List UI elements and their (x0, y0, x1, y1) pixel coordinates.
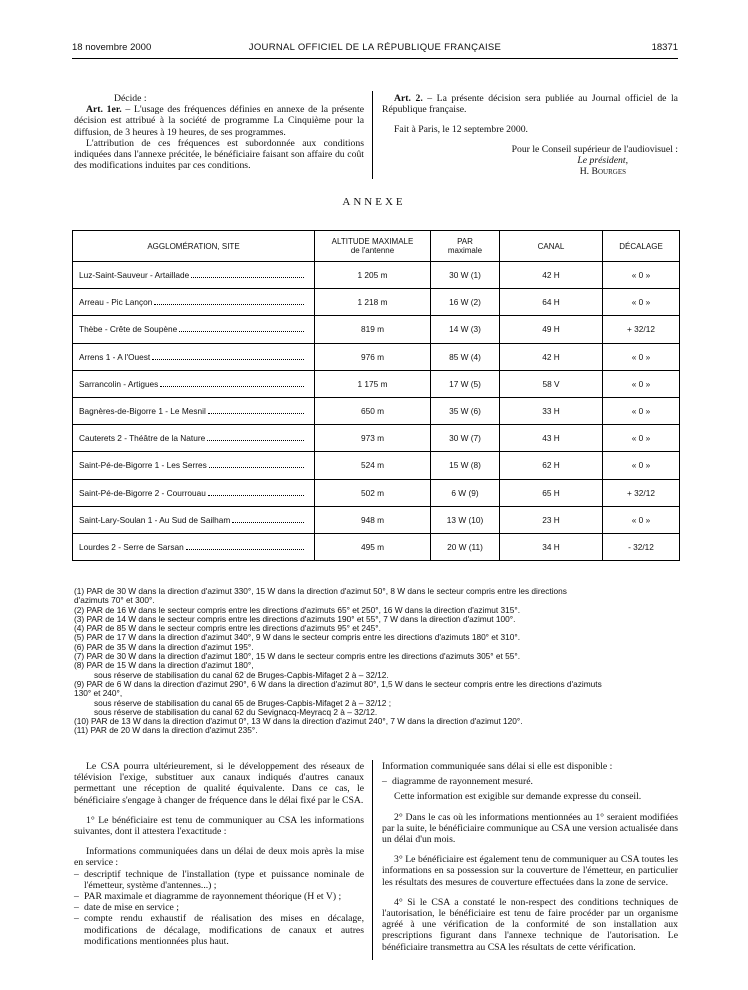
cell-decalage: + 32/12 (603, 479, 680, 506)
cell-site (73, 425, 315, 452)
article-1-paragraph-2: L'attribution de ces fréquences est subordonnée aux conditions indiquées dans l'annexe précitée, le bénéficiaire faisant son affaire du coût des modifications induites par ces conditions. (74, 137, 364, 172)
fait-a-paris: Fait à Paris, le 12 septembre 2000. (394, 124, 528, 136)
cell-altitude: 976 m (315, 343, 431, 370)
cell-canal: 23 H (500, 506, 603, 533)
cell-par: 30 W (7) (431, 425, 500, 452)
cell-site (73, 397, 315, 424)
paragraph-deux-mois: Informations communiquées dans un délai de deux mois après la mise en service : (74, 846, 364, 869)
list-item: – PAR maximale et diagramme de rayonnement théorique (H et V) ; (74, 891, 364, 902)
page-header (72, 42, 678, 56)
conditions-right-column (382, 761, 678, 953)
cell-decalage: « 0 » (603, 343, 680, 370)
cell-site (73, 533, 315, 560)
col-header-par: PAR maximale (431, 231, 500, 262)
cell-site (73, 289, 315, 316)
cell-par: 15 W (8) (431, 452, 500, 479)
cell-decalage: « 0 » (603, 452, 680, 479)
dotted-leader (179, 331, 304, 332)
footnote-line: (9) PAR de 6 W dans la direction d'azimut 290°, 6 W dans la direction d'azimut 80°, 1,5 W dans le secteur compris entre les directions d'azimuts (74, 678, 602, 689)
table-row (73, 316, 680, 343)
list-item: – diagramme de rayonnement mesuré. (382, 776, 678, 787)
decide-line: Décide : (114, 93, 147, 104)
header-date: 18 novembre 2000 (72, 42, 152, 53)
footnote-line: (7) PAR de 30 W dans la direction d'azimut 180°, 15 W dans le secteur compris entre les directions d'azimuts 305° et 55°. (74, 651, 520, 662)
footnote-line: 130° et 240°, (74, 688, 123, 699)
measured-list (382, 776, 678, 787)
cell-site (73, 343, 315, 370)
column-divider-bottom (372, 760, 373, 960)
site-label: Arreau - Pic Lançon (79, 297, 153, 308)
footnote-line: (5) PAR de 17 W dans la direction d'azimut 340°, 9 W dans le secteur compris entre les directions d'azimuts 180° et 310°. (74, 632, 520, 643)
cell-canal: 65 H (500, 479, 603, 506)
paragraph-obligation-1: 1° Le bénéficiaire est tenu de communiquer au CSA les informations suivantes, dont il attestera l'exactitude : (74, 814, 364, 838)
cell-altitude: 650 m (315, 397, 431, 424)
cell-altitude: 1 205 m (315, 262, 431, 289)
site-label: Bagnères-de-Bigorre 1 - Le Mesnil (79, 406, 206, 417)
table-row (73, 506, 680, 533)
cell-par: 30 W (1) (431, 262, 500, 289)
cell-altitude: 502 m (315, 479, 431, 506)
site-label: Luz-Saint-Sauveur - Artaillade (79, 270, 190, 281)
cell-canal: 58 V (500, 370, 603, 397)
dotted-leader (207, 440, 304, 441)
article-2: Art. 2. – La présente décision sera publiée au Journal officiel de la République française. (382, 93, 678, 116)
cell-canal: 64 H (500, 289, 603, 316)
article-1-label: Art. 1er. (86, 104, 122, 116)
article-2-label: Art. 2. (394, 93, 423, 104)
cell-decalage: « 0 » (603, 425, 680, 452)
paragraph-exigible: Cette information est exigible sur demande expresse du conseil. (394, 791, 642, 803)
paragraph-substitution: Le CSA pourra ultérieurement, si le développement des réseaux de télévision l'exige, substituer aux canaux indiqués d'autres canaux permettant une réception de qualité équivalente. Dans ce cas, le bénéficiaire s'engage à changer de fréquence dans le délai fixé par le CSA. (74, 761, 364, 806)
table-row (73, 479, 680, 506)
table-row (73, 289, 680, 316)
table-row (73, 343, 680, 370)
cell-altitude: 819 m (315, 316, 431, 343)
site-label: Saint-Pé-de-Bigorre 1 - Les Serres (79, 460, 207, 471)
dotted-leader (154, 304, 304, 305)
cell-decalage: + 32/12 (603, 316, 680, 343)
table-row (73, 533, 680, 560)
footnote-line: (4) PAR de 85 W dans le secteur compris entre les directions d'azimuts 95° et 245°. (74, 623, 381, 634)
cell-altitude: 1 175 m (315, 370, 431, 397)
dotted-leader (152, 359, 304, 360)
cell-decalage: « 0 » (603, 370, 680, 397)
header-page-number: 18371 (651, 42, 678, 53)
annexe-footnotes (74, 587, 678, 736)
col-header-altitude: ALTITUDE MAXIMALE de l'antenne (315, 231, 431, 262)
paragraph-obligation-4: 4° Si le CSA a constaté le non-respect des conditions techniques de l'autorisation, le bénéficiaire est tenu de faire procéder par un organisme agréé à une vérification de la conformité de son installation aux prescriptions figurant dans l'annexe technique de l'autorisation. Le bénéficiaire transmettra au CSA les résultats de cette vérification. (382, 896, 678, 953)
footnote-line: (2) PAR de 16 W dans le secteur compris entre les directions d'azimuts 65° et 250°, 16 W dans la direction d'azimut 315°. (74, 604, 520, 615)
pour-le-conseil: Pour le Conseil supérieur de l'audiovisuel : (511, 143, 678, 155)
information-list (74, 869, 364, 947)
dotted-leader (160, 386, 304, 387)
dotted-leader (191, 277, 304, 278)
table-header-row (73, 231, 680, 262)
dotted-leader (208, 413, 304, 414)
footnote-line: (1) PAR de 30 W dans la direction d'azimut 330°, 15 W dans la direction d'azimut 50°, 8 W dans le secteur compris entre les directions (74, 586, 567, 596)
dotted-leader (209, 467, 304, 468)
cell-site (73, 262, 315, 289)
cell-par: 6 W (9) (431, 479, 500, 506)
footnote-line: (8) PAR de 15 W dans la direction d'azimut 180°, (74, 660, 254, 671)
cell-par: 85 W (4) (431, 343, 500, 370)
conditions-left-column (74, 761, 364, 947)
table-row (73, 425, 680, 452)
cell-canal: 34 H (500, 533, 603, 560)
cell-canal: 43 H (500, 425, 603, 452)
cell-par: 16 W (2) (431, 289, 500, 316)
cell-site (73, 506, 315, 533)
list-item: – descriptif technique de l'installation (type et puissance nominale de l'émetteur, système d'antennes...) ; (74, 869, 364, 891)
dotted-leader (186, 549, 304, 550)
cell-par: 20 W (11) (431, 533, 500, 560)
cell-canal: 49 H (500, 316, 603, 343)
footnote-line: sous réserve de stabilisation du canal 62 de Bruges-Capbis-Mifaget 2 à – 32/12. (94, 669, 389, 680)
cell-altitude: 524 m (315, 452, 431, 479)
header-rule (72, 58, 678, 59)
signer-name: H. Bourges (579, 166, 626, 178)
cell-altitude: 495 m (315, 533, 431, 560)
site-label: Sarrancolin - Artigues (79, 378, 159, 389)
cell-decalage: « 0 » (603, 397, 680, 424)
annexe-table-body (73, 262, 680, 561)
cell-altitude: 973 m (315, 425, 431, 452)
paragraph-sans-delai: Information communiquée sans délai si elle est disponible : (382, 761, 613, 772)
footnote-line: sous réserve de stabilisation du canal 62 du Sevignacq-Meyracq 2 à – 32/12. (94, 706, 378, 717)
decision-left-column (74, 93, 364, 171)
paragraph-obligation-3: 3° Le bénéficiaire est également tenu de communiquer au CSA toutes les informations en sa possession sur la couverture de l'émetteur, en particulier les résultats des mesures de couverture effectuées dans la zone de service. (382, 854, 678, 888)
cell-decalage: « 0 » (603, 289, 680, 316)
cell-altitude: 1 218 m (315, 289, 431, 316)
cell-site (73, 479, 315, 506)
cell-site (73, 370, 315, 397)
footnote-line: sous réserve de stabilisation du canal 65 de Bruges-Capbis-Mifaget 2 à – 32/12 ; (94, 697, 392, 708)
footnote-line: (10) PAR de 13 W dans la direction d'azimut 0°, 13 W dans la direction d'azimut 240°, 7 W dans la direction d'azimut 120°. (74, 716, 523, 727)
annexe-title: ANNEXE (342, 196, 406, 208)
site-label: Lourdes 2 - Serre de Sarsan (79, 541, 184, 552)
list-item: – date de mise en service ; (74, 902, 364, 913)
cell-altitude: 948 m (315, 506, 431, 533)
site-label: Cauterets 2 - Théâtre de la Nature (79, 433, 206, 444)
footnote-line: (3) PAR de 14 W dans le secteur compris entre les directions d'azimuts 190° et 55°, 7 W dans la direction d'azimut 100°. (74, 613, 516, 624)
article-1: Art. 1er. – L'usage des fréquences définies en annexe de la présente décision est attribué à la société de programme La Cinquième pour la diffusion, de 3 heures à 19 heures, de ses programmes. (74, 104, 364, 138)
decision-right-column (382, 93, 678, 177)
site-label: Thèbe - Crête de Soupène (79, 324, 178, 335)
col-header-decalage: DÉCALAGE (603, 231, 680, 262)
annexe-table (72, 230, 680, 561)
cell-decalage: « 0 » (603, 506, 680, 533)
footnote-line: d'azimuts 70° et 300°. (74, 595, 155, 606)
table-row (73, 452, 680, 479)
dotted-leader (232, 522, 304, 523)
cell-canal: 42 H (500, 262, 603, 289)
cell-decalage: - 32/12 (603, 533, 680, 560)
site-label: Saint-Pé-de-Bigorre 2 - Courrouau (79, 487, 206, 498)
cell-canal: 33 H (500, 397, 603, 424)
column-divider-top (372, 91, 373, 179)
cell-site (73, 452, 315, 479)
cell-par: 14 W (3) (431, 316, 500, 343)
table-row (73, 262, 680, 289)
cell-site (73, 316, 315, 343)
header-journal-title: JOURNAL OFFICIEL DE LA RÉPUBLIQUE FRANÇAISE (248, 42, 502, 53)
cell-canal: 62 H (500, 452, 603, 479)
footnote-line: (6) PAR de 35 W dans la direction d'azimut 195°. (74, 641, 254, 652)
list-item: – compte rendu exhaustif de réalisation des mises en décalage, modifications de décalage, modifications de canaux et autres modifications mentionnées plus haut. (74, 913, 364, 947)
table-row (73, 370, 680, 397)
footnote-line: (11) PAR de 20 W dans la direction d'azimut 235°. (74, 725, 258, 736)
dotted-leader (208, 495, 304, 496)
cell-par: 17 W (5) (431, 370, 500, 397)
col-header-site: AGGLOMÉRATION, SITE (73, 231, 315, 262)
cell-canal: 42 H (500, 343, 603, 370)
site-label: Saint-Lary-Soulan 1 - Au Sud de Sailham (79, 514, 231, 525)
signer-role: Le président, (577, 154, 628, 166)
table-row (73, 397, 680, 424)
col-header-canal: CANAL (500, 231, 603, 262)
paragraph-obligation-2: 2° Dans le cas où les informations mentionnées au 1° seraient modifiées par la suite, le bénéficiaire communique au CSA une version actualisée dans un délai d'un mois. (382, 811, 678, 846)
site-label: Arrens 1 - A l'Ouest (79, 351, 151, 362)
cell-decalage: « 0 » (603, 262, 680, 289)
cell-par: 35 W (6) (431, 397, 500, 424)
cell-par: 13 W (10) (431, 506, 500, 533)
